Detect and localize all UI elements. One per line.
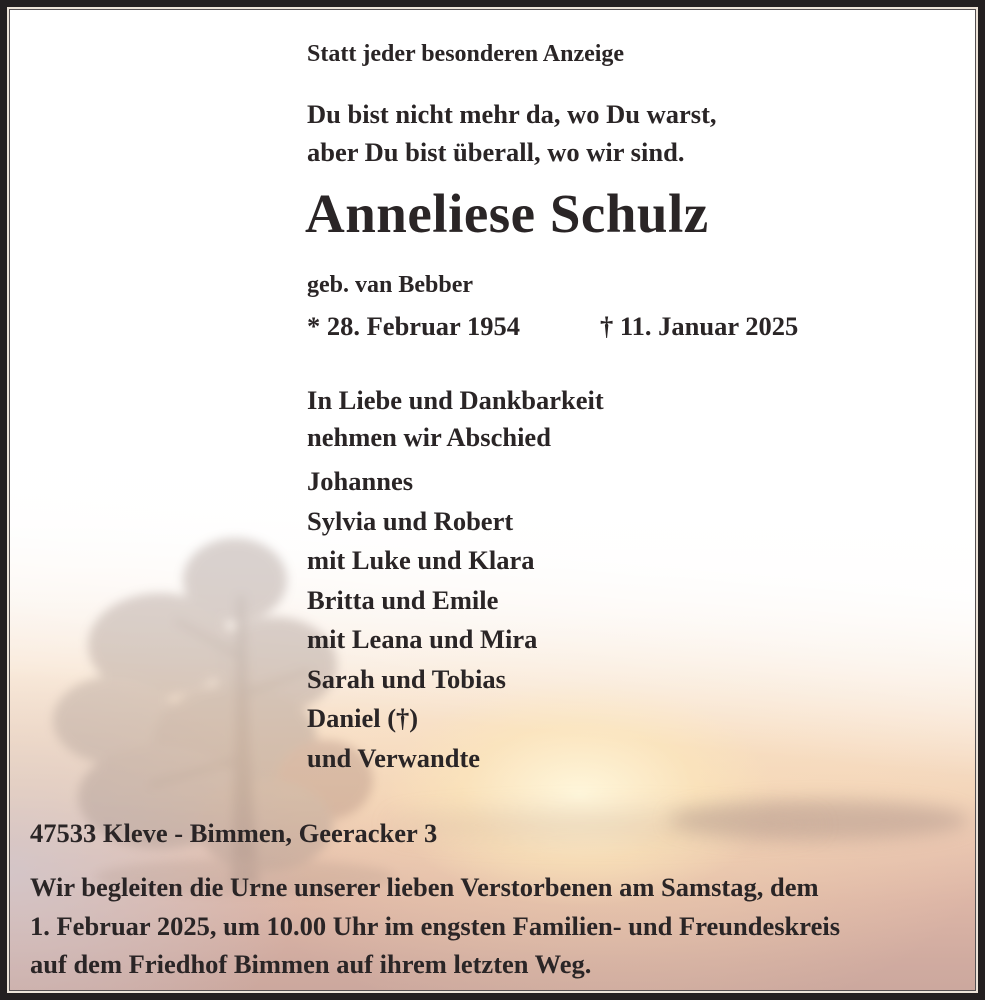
- mourner-name: Britta und Emile: [307, 584, 499, 615]
- death-date: † 11. Januar 2025: [600, 311, 799, 341]
- funeral-detail-line: 1. Februar 2025, um 10.00 Uhr im engsten Familien- und Freundeskreis: [30, 910, 841, 941]
- mourner-name: mit Leana und Mira: [307, 624, 538, 654]
- farewell-line: In Liebe und Dankbarkeit: [307, 385, 604, 415]
- mourner-name: Sylvia und Robert: [307, 505, 514, 536]
- intro-line: Statt jeder besonderen Anzeige: [307, 41, 625, 67]
- birth-date: * 28. Februar 1954: [307, 311, 520, 341]
- address-line: 47533 Kleve - Bimmen, Geeracker 3: [30, 818, 438, 848]
- mourner-name: Daniel (†): [307, 703, 419, 733]
- funeral-details: [30, 868, 840, 984]
- obituary-content: [10, 10, 975, 990]
- notice-background: [9, 9, 976, 991]
- farewell-text: [307, 382, 604, 456]
- maiden-name: geb. van Bebber: [307, 272, 474, 298]
- farewell-line: nehmen wir Abschied: [307, 422, 551, 452]
- funeral-detail-line: Wir begleiten die Urne unserer lieben Verstorbenen am Samstag, dem: [30, 872, 819, 902]
- mourners-list: [307, 462, 537, 778]
- mourner-name: und Verwandte: [307, 742, 481, 773]
- mourner-name: Sarah und Tobias: [307, 663, 506, 694]
- life-dates: [307, 311, 867, 342]
- memorial-quote: [307, 95, 717, 171]
- deceased-name: Anneliese Schulz: [305, 183, 709, 244]
- mourner-name: mit Luke und Klara: [307, 545, 535, 575]
- mourner-name: Johannes: [307, 466, 414, 496]
- quote-line: aber Du bist überall, wo wir sind.: [307, 137, 685, 167]
- quote-line: Du bist nicht mehr da, wo Du warst,: [307, 99, 717, 129]
- funeral-detail-line: auf dem Friedhof Bimmen auf ihrem letzten Weg.: [30, 949, 592, 979]
